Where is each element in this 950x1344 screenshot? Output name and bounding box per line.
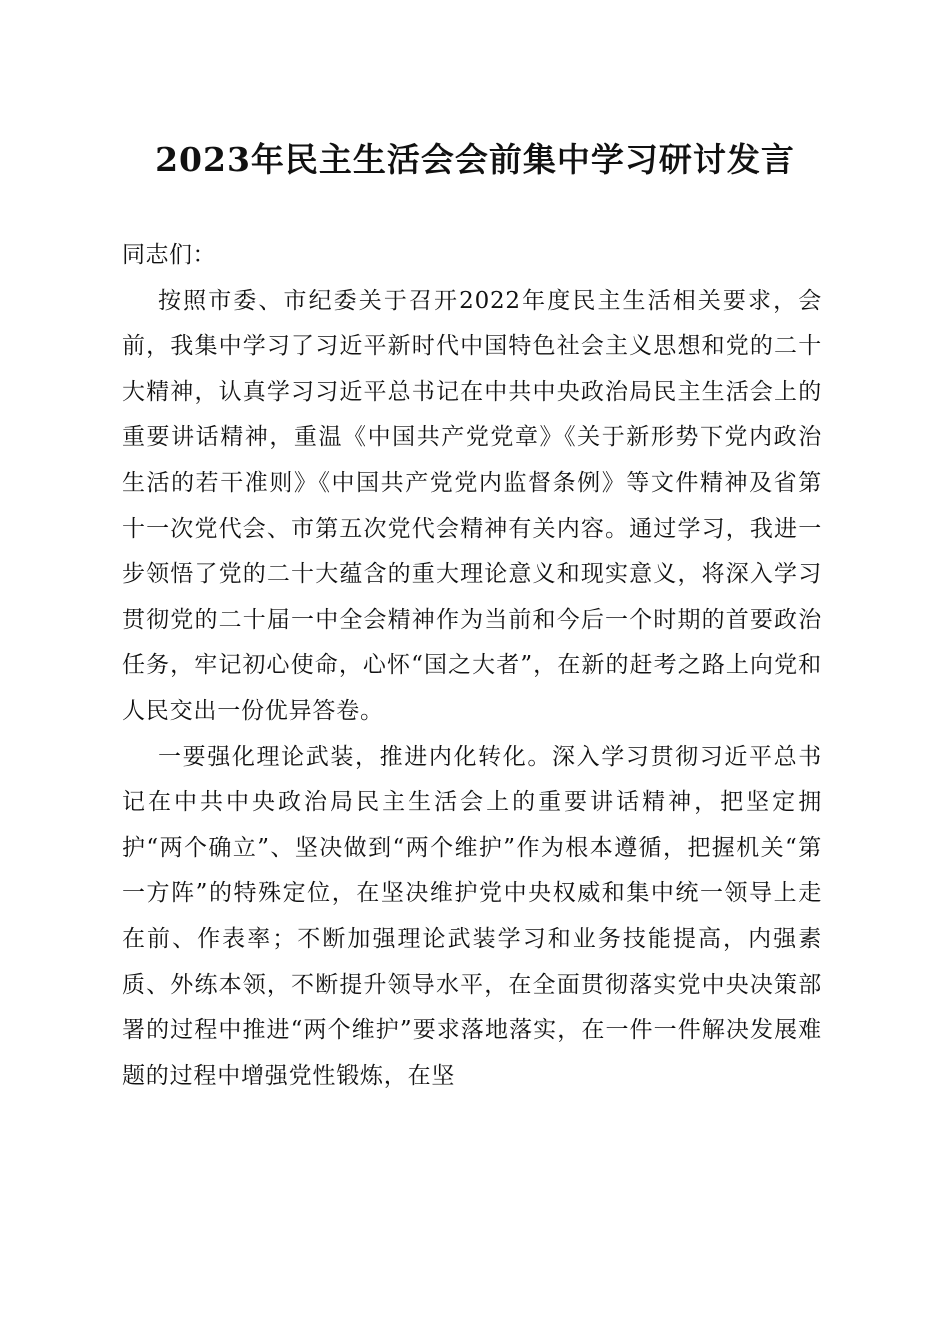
paragraph-theory: 一要强化理论武装，推进内化转化。深入学习贯彻习近平总书记在中共中央政治局民主生活会上的重要讲话精神，把坚定拥护“两个确立”、坚决做到“两个维护”作为根本遵循，把握机关“第一方阵”的特殊定位，在坚决维护党中央权威和集中统一领导上走在前、作表率；不断加强理论武装学习和业务技能提高，内强素质、外练本领，不断提升领导水平，在全面贯彻落实党中央决策部署的过程中推进“两个维护”要求落地落实，在一件一件解决发展难题的过程中增强党性锻炼，在坚 [122,743,822,1089]
paragraph-intro: 按照市委、市纪委关于召开2022年度民主生活相关要求，会前，我集中学习了习近平新时代中国特色社会主义思想和党的二十大精神，认真学习习近平总书记在中共中央政治局民主生活会上的重要讲话精神，重温《中国共产党党章》《关于新形势下党内政治生活的若干准则》《中国共产党党内监督条例》等文件精神及省第十一次党代会、市第五次党代会精神有关内容。通过学习，我进一步领悟了党的二十大蕴含的重大理论意义和现实意义，将深入学习贯彻党的二十届一中全会精神作为当前和今后一个时期的首要政治任务，牢记初心使命，心怀“国之大者”，在新的赶考之路上向党和人民交出一份优异答卷。 [122,287,822,724]
document-title: 2023年民主生活会会前集中学习研讨发言 [155,140,795,179]
salutation: 同志们： [122,242,216,268]
document-body [122,233,822,1099]
